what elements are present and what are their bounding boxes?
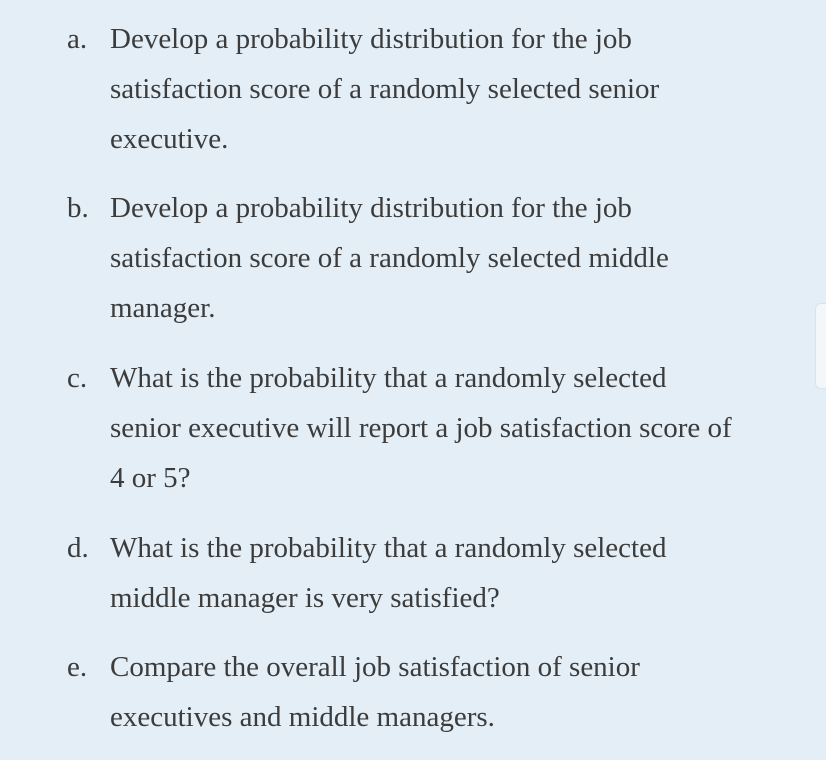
item-text [110, 642, 807, 742]
text-line: manager. [110, 292, 216, 324]
item-text [110, 353, 807, 503]
text-line: What is the probability that a randomly selected [110, 532, 667, 564]
text-line: Compare the overall job satisfaction of senior [110, 651, 640, 683]
text-line: satisfaction score of a randomly selected middle [110, 242, 669, 274]
question-item-e [67, 642, 807, 742]
text-line: middle manager is very satisfied? [110, 582, 500, 614]
item-marker: c. [67, 362, 88, 394]
question-item-c [67, 353, 807, 503]
item-text [110, 523, 807, 623]
text-line: satisfaction score of a randomly selected senior [110, 73, 660, 105]
side-scroll-handle[interactable] [815, 303, 826, 389]
text-line: Develop a probability distribution for the job [110, 192, 632, 224]
item-marker: b. [67, 192, 89, 224]
text-line: executives and middle managers. [110, 701, 495, 733]
item-marker: d. [67, 532, 89, 564]
text-line: executive. [110, 123, 229, 155]
item-text [110, 14, 807, 164]
text-line: senior executive will report a job satisfaction score of [110, 412, 732, 444]
item-marker: a. [67, 23, 88, 55]
question-item-b [67, 183, 807, 333]
question-item-a [67, 14, 807, 164]
text-line: What is the probability that a randomly selected [110, 362, 667, 394]
item-text [110, 183, 807, 333]
question-item-d [67, 523, 807, 623]
text-line: Develop a probability distribution for the job [110, 23, 632, 55]
item-marker: e. [67, 651, 88, 683]
text-line: 4 or 5? [110, 462, 191, 494]
